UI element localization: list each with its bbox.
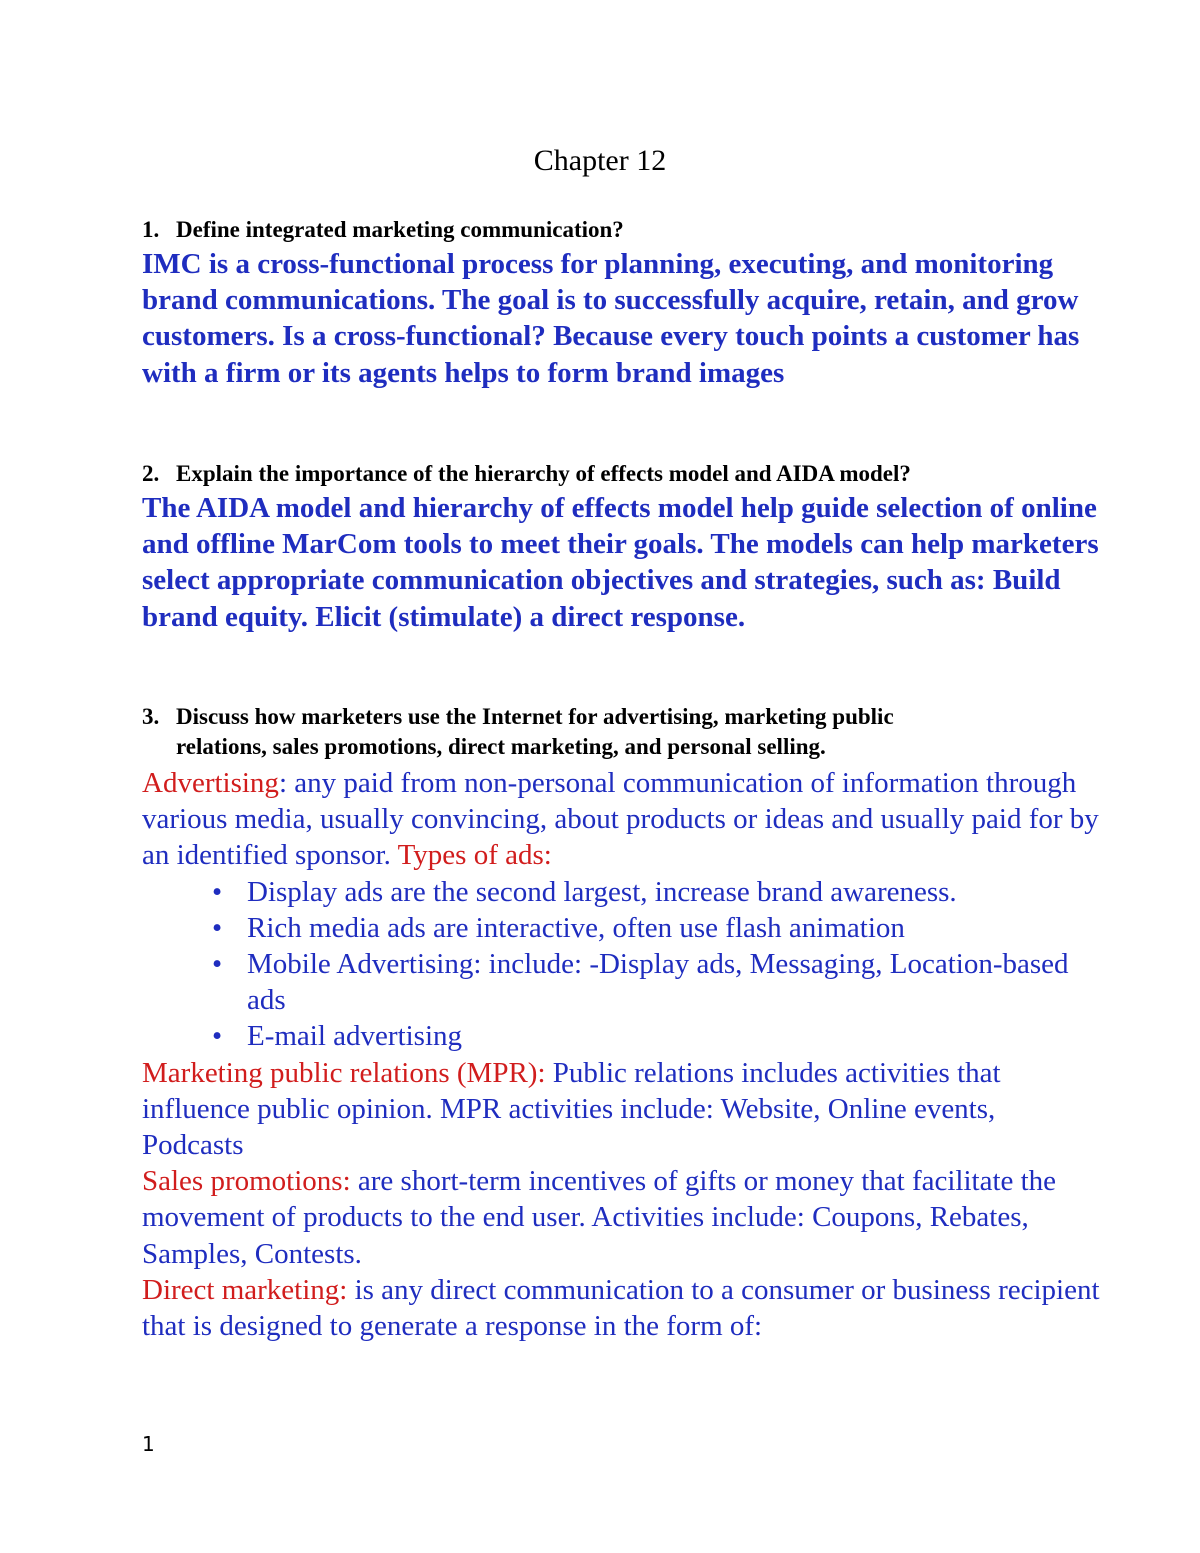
- direct-marketing-label: Direct marketing:: [142, 1273, 348, 1306]
- bullet-icon: •: [212, 875, 223, 908]
- answer-3: [142, 765, 1102, 1344]
- page-number: 1: [142, 1432, 155, 1456]
- bullet-icon: •: [212, 1020, 223, 1053]
- question-2-number: 2.: [142, 461, 160, 486]
- question-1-text: Define integrated marketing communication?: [176, 217, 624, 242]
- list-item: • Mobile Advertising: include: -Display ads, Messaging, Location-based ads: [212, 948, 1069, 1017]
- question-1-number: 1.: [142, 217, 160, 242]
- question-3: [142, 702, 1102, 762]
- sales-promotions-text: are short-term incentives of gifts or money that facilitate the movement of products to the end user. Activities include: Coupons, Rebates, Samples, Contests.: [142, 1165, 1057, 1270]
- ad-types-list: [142, 874, 1102, 1055]
- list-item: • Display ads are the second largest, increase brand awareness.: [142, 874, 1102, 910]
- question-3-number: 3.: [142, 704, 160, 729]
- question-3-text-line2: relations, sales promotions, direct marketing, and personal selling.: [176, 734, 826, 759]
- mpr-label: Marketing public relations (MPR):: [142, 1056, 546, 1089]
- answer-1: IMC is a cross-functional process for planning, executing, and monitoring brand communications. The goal is to successfully acquire, retain, and grow customers. Is a cross-functional? Because every touch points a customer has with a firm or its agents helps to form brand images: [142, 248, 1080, 389]
- question-3-text-line1: Discuss how marketers use the Internet for advertising, marketing public: [176, 704, 894, 729]
- list-item: • E-mail advertising: [142, 1018, 1102, 1054]
- list-item: • Rich media ads are interactive, often use flash animation: [142, 910, 1102, 946]
- bullet-icon: •: [212, 911, 223, 944]
- direct-marketing-text: is any direct communication to a consumer or business recipient that is designed to generate a response in the form of:: [142, 1273, 1100, 1343]
- mpr-text: Public relations includes activities that influence public opinion. MPR activities include: Website, Online events, Podcasts: [142, 1056, 1001, 1162]
- sales-promotions-paragraph: [142, 1163, 1102, 1272]
- direct-marketing-paragraph: [142, 1272, 1102, 1344]
- advertising-text: : any paid from non-personal communication of information through various media, usually convincing, about products or ideas and usually paid for by an identified sponsor.: [142, 767, 1099, 872]
- sales-promotions-label: Sales promotions:: [142, 1165, 351, 1198]
- types-of-ads-label: Types of ads:: [397, 839, 552, 872]
- question-2-text: Explain the importance of the hierarchy of effects model and AIDA model?: [176, 461, 911, 486]
- mpr-paragraph: [142, 1055, 1102, 1164]
- question-2: [142, 459, 1102, 489]
- page-title: Chapter 12: [533, 144, 667, 177]
- advertising-label: Advertising: [142, 767, 279, 799]
- bullet-icon: •: [212, 948, 223, 981]
- answer-2: The AIDA model and hierarchy of effects model help guide selection of online and offline MarCom tools to meet their goals. The models can help marketers select appropriate communication objectives and strategies, such as: Build brand equity. Elicit (stimulate) a direct response.: [142, 492, 1099, 633]
- advertising-paragraph: [142, 765, 1102, 874]
- question-1: [142, 215, 1102, 245]
